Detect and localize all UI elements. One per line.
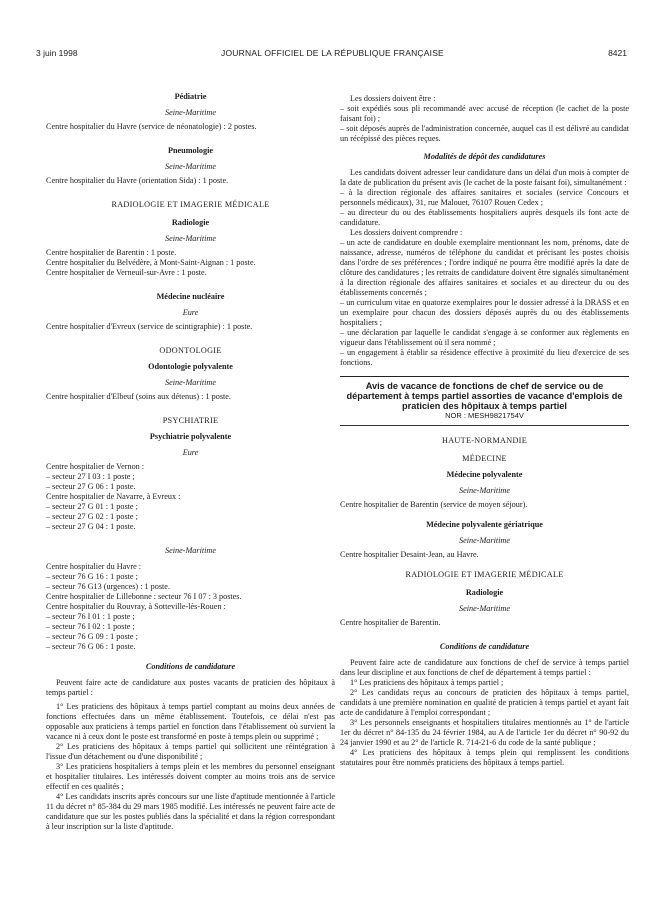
section-title: Médecine polyvalente (446, 470, 523, 479)
post-item: Centre hospitalier du Belvédère, à Mont-Saint-Aignan : 1 poste. (46, 258, 256, 267)
issue-date: 3 juin 1998 (36, 48, 78, 58)
post-item: – secteur 76 G 09 : 1 poste ; (46, 632, 138, 641)
avis-title: Avis de vacance de fonctions de chef de service ou de département à temps partiel assorties de vacance d'emplois de praticien des hôpitaux à temps partiel (346, 381, 623, 411)
list-item: – soit expédiés sous pli recommandé avec accusé de réception (le cachet de la poste faisant foi) ; (340, 104, 629, 123)
list-item: – au directeur du ou des établissements hospitaliers auprès desquels ils font acte de candidature. (340, 208, 629, 227)
list-item: – soit déposés auprès de l'administration concernée, auquel cas il est délivré au candidat un récépissé des pièces reçues. (340, 124, 629, 143)
paragraph: Les dossiers doivent être : (350, 94, 436, 103)
discipline-heading: ODONTOLOGIE (159, 346, 222, 355)
section-title: Radiologie (171, 218, 210, 227)
section-title: Médecine polyvalente gériatrique (426, 520, 543, 529)
paragraph: 1° Les praticiens des hôpitaux à temps partiel comptant au moins deux années de fonctions effectuées dans un même établissement. Toutefois, ce délai n'est pas opposable aux praticiens à temps partiel en fonction dans l'établissement où survient la vacance ni à ceux dont le poste est transformé en poste à temps plein ou supprimé ; (46, 702, 335, 741)
post-item: – secteur 76 G13 (urgences) : 1 poste. (46, 582, 170, 591)
post-item: – secteur 76 G 16 : 1 poste ; (46, 572, 138, 581)
page-number: 8421 (608, 48, 627, 58)
region-label: Seine-Maritime (165, 546, 216, 555)
region-label: Seine-Maritime (459, 604, 510, 613)
post-item: Centre hospitalier Desaint-Jean, au Havre. (340, 550, 479, 559)
post-item: Centre hospitalier de Lillebonne : secteur 76 I 07 : 3 postes. (46, 592, 242, 601)
post-item: – secteur 27 I 03 : 1 poste ; (46, 472, 135, 481)
region-label: Eure (182, 308, 199, 317)
modalites-title: Modalités de dépôt des candidatures (423, 152, 546, 161)
post-item: Centre hospitalier du Rouvray, à Sotteville-lès-Rouen : (46, 602, 226, 611)
list-item: – un acte de candidature en double exemplaire mentionnant les nom, prénoms, date de naissance, adresse, numéros de téléphone du candidat et précisant les postes choisis dans l'ordre de ses préférences ; l'ordre indiqué ne pourra être modifié après la date de clôture des candidatures ; les retraits de candidature doivent être signalés simultanément à la direction régionale des affaires sanitaires et sociales et au directeur du ou des établissements concernés ; (340, 238, 629, 297)
post-item: Centre hospitalier du Havre : (46, 562, 142, 571)
paragraph: 3° Les personnels enseignants et hospitaliers titulaires mentionnés au 1° de l'article 1er du décret n° 84-135 du 24 février 1984, au A de l'article 1er du décret n° 90-92 du 24 janvier 1990 et au 2° de l'article R. 714-21-6 du code de la santé publique ; (340, 718, 629, 747)
journal-title: JOURNAL OFFICIEL DE LA RÉPUBLIQUE FRANÇAISE (221, 48, 444, 58)
region-label: Seine-Maritime (459, 536, 510, 545)
paragraph: Les dossiers doivent comprendre : (350, 228, 463, 237)
region-label: Eure (182, 448, 199, 457)
post-item: Centre hospitalier de Vernon : (46, 462, 145, 471)
paragraph: Peuvent faire acte de candidature aux fonctions de chef de service à temps partiel dans leur discipline et aux fonctions de chef de département à temps partiel : (340, 658, 629, 677)
section-title: Odontologie polyvalente (148, 362, 233, 371)
right-column (340, 94, 629, 768)
post-item: – secteur 27 G 04 : 1 poste. (46, 522, 136, 531)
region-heading: HAUTE-NORMANDIE (442, 436, 527, 445)
paragraph: 2° Les candidats reçus au concours de praticien des hôpitaux à temps partiel, candidats à une première nomination en qualité de praticien à temps partiel et ayant fait acte de candidature à l'emploi correspondant ; (340, 688, 629, 717)
discipline-heading: RADIOLOGIE ET IMAGERIE MÉDICALE (405, 570, 564, 579)
post-item: Centre hospitalier d'Evreux (service de scintigraphie) : 1 poste. (46, 322, 253, 331)
paragraph: Les candidats doivent adresser leur candidature dans un délai d'un mois à compter de la date de publication du présent avis (le cachet de la poste faisant foi), simultanément : (340, 168, 629, 187)
list-item: – un curriculum vitae en quatorze exemplaires pour le dossier adressé à la DRASS et en un exemplaire pour chacun des dossiers déposés auprès du ou des établissements hospitaliers ; (340, 298, 629, 327)
section-title: Pneumologie (167, 146, 214, 155)
list-item: – un engagement à établir sa résidence effective à proximité du lieu d'exercice de ses fonctions. (340, 348, 629, 367)
paragraph: Peuvent faire acte de candidature aux postes vacants de praticien des hôpitaux à temps partiel : (46, 678, 335, 697)
post-item: – secteur 76 G 06 : 1 poste. (46, 642, 136, 651)
post-item: Centre hospitalier du Havre (service de néonatologie) : 2 postes. (46, 122, 257, 131)
paragraph: 4° Les candidats inscrits après concours sur une liste d'aptitude mentionnée à l'article 11 du décret n° 85-384 du 29 mars 1985 modifié. Les intéressés ne peuvent faire acte de candidature que sur les postes publiés dans la spécialité et dans la région correspondant à leur inscription sur la liste d'aptitude. (46, 792, 335, 831)
post-item: – secteur 76 I 01 : 1 poste ; (46, 612, 135, 621)
post-item: Centre hospitalier de Verneuil-sur-Avre : 1 poste. (46, 268, 207, 277)
paragraph: 3° Les praticiens hospitaliers à temps plein et les membres du personnel enseignant et hospitalier titulaires. Les intéressés doivent compter au moins trois ans de service effectif en ces qualités ; (46, 762, 335, 791)
section-title: Pédiatrie (174, 92, 207, 101)
post-item: – secteur 27 G 02 : 1 poste ; (46, 512, 138, 521)
post-item: – secteur 27 G 06 : 1 poste. (46, 482, 136, 491)
paragraph: 1° Les praticiens des hôpitaux à temps partiel ; (350, 678, 504, 687)
region-label: Seine-Maritime (165, 108, 216, 117)
post-item: Centre hospitalier de Barentin (service de moyen séjour). (340, 500, 528, 509)
region-label: Seine-Maritime (165, 162, 216, 171)
page-header (0, 48, 665, 62)
discipline-heading: RADIOLOGIE ET IMAGERIE MÉDICALE (111, 200, 270, 209)
list-item: – à la direction régionale des affaires sanitaires et sociales (service Concours et personnels médicaux), 31, rue Malouet, 76107 Rouen Cedex ; (340, 188, 629, 207)
post-item: Centre hospitalier de Barentin : 1 poste. (46, 248, 177, 257)
section-title: Radiologie (465, 588, 504, 597)
left-column (46, 92, 335, 832)
paragraph: 4° Les praticiens des hôpitaux à temps plein qui remplissent les conditions statutaires pour être nommés praticiens des hôpitaux à temps partiel. (340, 748, 629, 767)
post-item: Centre hospitalier du Havre (orientation Sida) : 1 poste. (46, 176, 229, 185)
paragraph: 2° Les praticiens des hôpitaux à temps partiel qui sollicitent une réintégration à l'issue d'un détachement ou d'une disponibilité ; (46, 742, 335, 761)
section-title: Médecine nucléaire (156, 292, 225, 301)
list-item: – une déclaration par laquelle le candidat s'engage à se conformer aux règlements en vigueur dans l'établissement où il sera nommé ; (340, 328, 629, 347)
conditions-title: Conditions de candidature (439, 642, 530, 651)
post-item: – secteur 76 I 02 : 1 poste ; (46, 622, 135, 631)
discipline-heading: MÉDECINE (462, 454, 507, 463)
conditions-title: Conditions de candidature (145, 662, 236, 671)
nor-reference: NOR : MESH9821754V (445, 411, 524, 420)
region-label: Seine-Maritime (165, 234, 216, 243)
post-item: Centre hospitalier d'Elbeuf (soins aux détenus) : 1 poste. (46, 392, 231, 401)
region-label: Seine-Maritime (459, 486, 510, 495)
post-item: – secteur 27 G 01 : 1 poste ; (46, 502, 138, 511)
section-title: Psychiatrie polyvalente (149, 432, 232, 441)
discipline-heading: PSYCHIATRIE (162, 416, 219, 425)
post-item: Centre hospitalier de Barentin. (340, 618, 441, 627)
post-item: Centre hospitalier de Navarre, à Evreux : (46, 492, 181, 501)
region-label: Seine-Maritime (165, 378, 216, 387)
